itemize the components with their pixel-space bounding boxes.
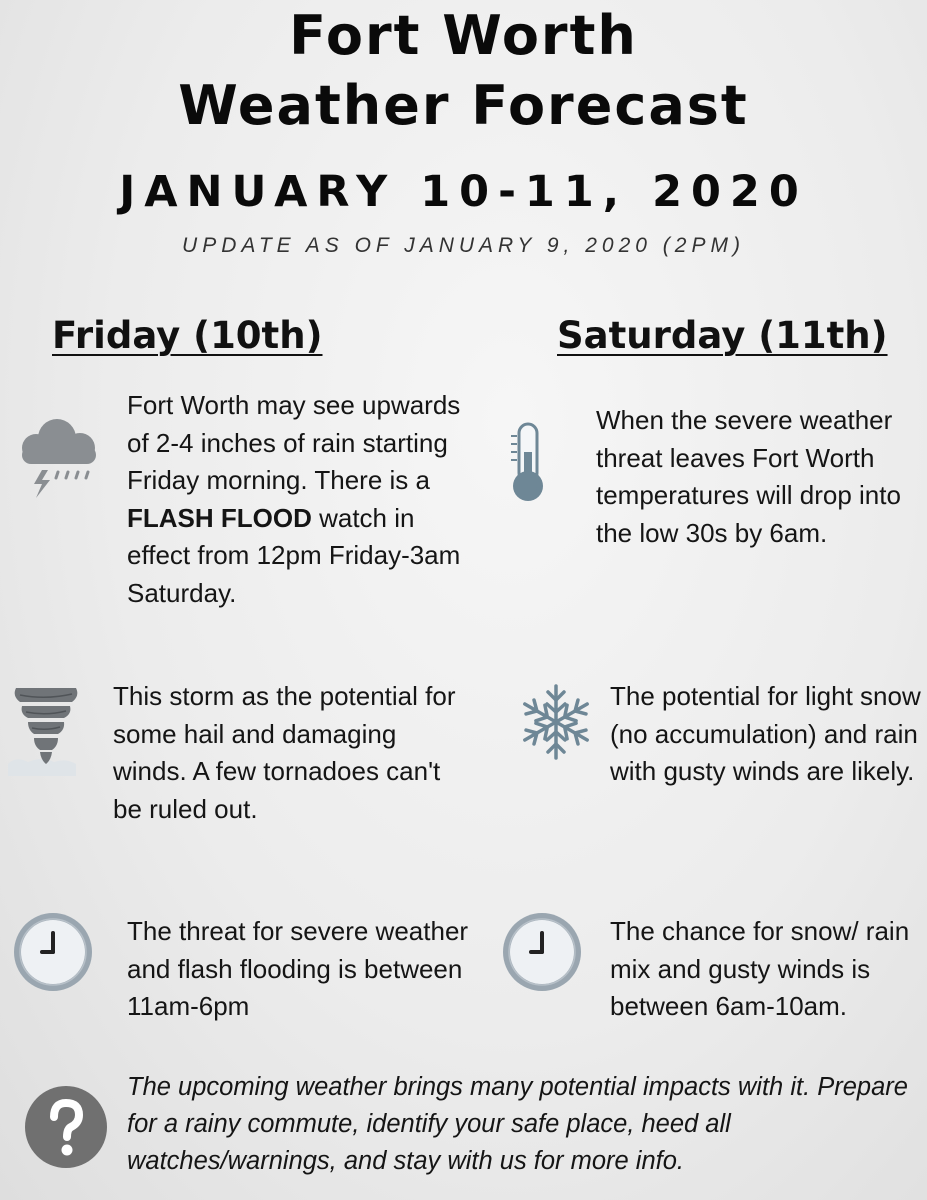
flash-flood-label: FLASH FLOOD <box>127 502 312 533</box>
clock-icon <box>12 911 94 993</box>
forecast-dates: JANUARY 10-11, 2020 <box>119 167 808 217</box>
friday-rain-text-part2: watch in effect from 12pm Friday-3am Saturday. <box>127 502 461 608</box>
thermometer-icon <box>508 422 548 504</box>
update-timestamp: UPDATE AS OF JANUARY 9, 2020 (2PM) <box>182 234 745 257</box>
title-line-1: Fort Worth <box>289 4 638 67</box>
friday-rain-text <box>127 387 462 612</box>
rain-cloud-icon <box>12 410 102 500</box>
footer-note: The upcoming weather brings many potential impacts with it. Prepare for a rainy commute, identify your safe place, heed all watches/warnings, and stay with us for more info. <box>127 1073 908 1175</box>
saturday-heading: Saturday (11th) <box>557 314 888 357</box>
tornado-icon <box>2 686 82 781</box>
saturday-temperature-text: When the severe weather threat leaves Fort Worth temperatures will drop into the low 30s by 6am. <box>596 405 901 548</box>
title-line-2: Weather Forecast <box>178 74 749 137</box>
friday-heading: Friday (10th) <box>52 314 323 357</box>
friday-rain-text-part1: Fort Worth may see upwards of 2-4 inches of rain starting Friday morning. There is a <box>127 390 461 495</box>
saturday-snow-text: The potential for light snow (no accumulation) and rain with gusty winds are likely. <box>610 681 921 786</box>
clock-icon <box>501 911 583 993</box>
snowflake-icon <box>517 683 595 761</box>
saturday-timing-text: The chance for snow/ rain mix and gusty winds is between 6am-10am. <box>610 916 910 1021</box>
question-mark-icon <box>24 1085 108 1169</box>
friday-storm-text: This storm as the potential for some hail and damaging winds. A few tornadoes can't be ruled out. <box>113 681 456 824</box>
friday-timing-text: The threat for severe weather and flash flooding is between 11am-6pm <box>127 916 469 1021</box>
